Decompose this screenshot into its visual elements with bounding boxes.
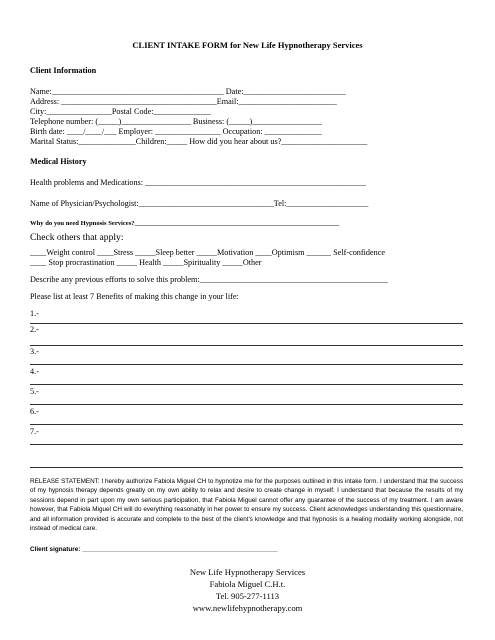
benefits-instruction: Please list at least 7 Benefits of making this change in your life: — [30, 292, 239, 301]
telephone-line[interactable]: Telephone number: (_____)_________________ Business: (_____)_________________ — [30, 117, 322, 126]
footer-website[interactable]: www.newlifehypnotherapy.com — [192, 603, 303, 613]
footer-business-name: New Life Hypnotherapy Services — [189, 567, 306, 577]
why-hypnosis-line[interactable]: Why do you need Hypnosis Services?______________________________________________________________ — [30, 220, 340, 227]
benefit-number-7: 7.- — [30, 427, 39, 436]
address-email-line[interactable]: Address: ______________________________________Email:________________________ — [30, 97, 337, 106]
footer-practitioner: Fabiola Miguel C.H.t. — [209, 579, 286, 589]
check-options-line-2[interactable]: ____ Stop procrastination _____ Health _____Spirituality _____Other — [30, 258, 262, 267]
benefit-line-6[interactable] — [30, 424, 463, 425]
marital-status-line[interactable]: Marital Status:______________Children:_____ How did you hear about us?_____________________ — [30, 137, 368, 146]
benefit-number-4: 4.- — [30, 367, 39, 376]
benefit-line-3[interactable] — [30, 364, 463, 365]
birth-employer-line[interactable]: Birth date: ____/____/___ Employer: ________________ Occupation: ______________ — [30, 127, 322, 136]
benefit-number-5: 5.- — [30, 387, 39, 396]
client-signature-line[interactable]: Client signature: _______________________________________________________ — [30, 546, 278, 553]
benefit-number-6: 6.- — [30, 407, 39, 416]
release-divider — [30, 467, 463, 468]
city-postal-line[interactable]: City:________________Postal Code:______________ — [30, 107, 211, 116]
benefit-line-1[interactable] — [30, 323, 463, 324]
release-statement: RELEASE STATEMENT: I hereby authorize Fabiola Miguel CH to hypnotize me for the purposes outlined in this intake form. I understand that the success of my hypnosis therapy depends greatly on my own ability to relax and desire to create change in myself. I understand that because the results of my sessions depend in part upon my own serious participation, that Fabiola Miguel cannot offer any guarantee of the success of my treatment. I am aware however, that Fabiola Miguel CH will do everything reasonably in her power to ensure my success. Client acknowledges understanding this questionnaire, and all information provided is accurate and complete to the best of the client's knowledge and that hypnosis is a healing modality working alongside, not instead of medical care. — [30, 478, 463, 533]
benefit-number-3: 3.- — [30, 347, 39, 356]
check-others-heading: Check others that apply: — [30, 232, 124, 243]
name-date-line[interactable]: Name:__________________________________________ Date:_________________________ — [30, 87, 346, 96]
physician-line[interactable]: Name of Physician/Psychologist:_________________________________Tel:____________________ — [30, 199, 369, 208]
benefit-number-1: 1.- — [30, 309, 39, 318]
previous-efforts-line[interactable]: Describe any previous efforts to solve this problem:______________________________________________ — [30, 275, 389, 284]
benefit-line-7[interactable] — [30, 444, 463, 445]
benefit-line-5[interactable] — [30, 404, 463, 405]
benefit-line-4[interactable] — [30, 384, 463, 385]
health-problems-line[interactable]: Health problems and Medications: ______________________________________________________ — [30, 178, 367, 187]
benefit-line-2[interactable] — [30, 345, 463, 346]
check-options-line-1[interactable]: ____Weight control ____Stress _____Sleep better _____Motivation ____Optimism ______ Self-confidence — [30, 248, 385, 257]
form-title: CLIENT INTAKE FORM for New Life Hypnotherapy Services — [132, 40, 363, 50]
benefit-number-2: 2.- — [30, 325, 39, 334]
footer-telephone: Tel. 905-277-1113 — [215, 591, 280, 601]
medical-history-heading: Medical History — [30, 157, 87, 166]
client-info-heading: Client Information — [30, 66, 97, 75]
